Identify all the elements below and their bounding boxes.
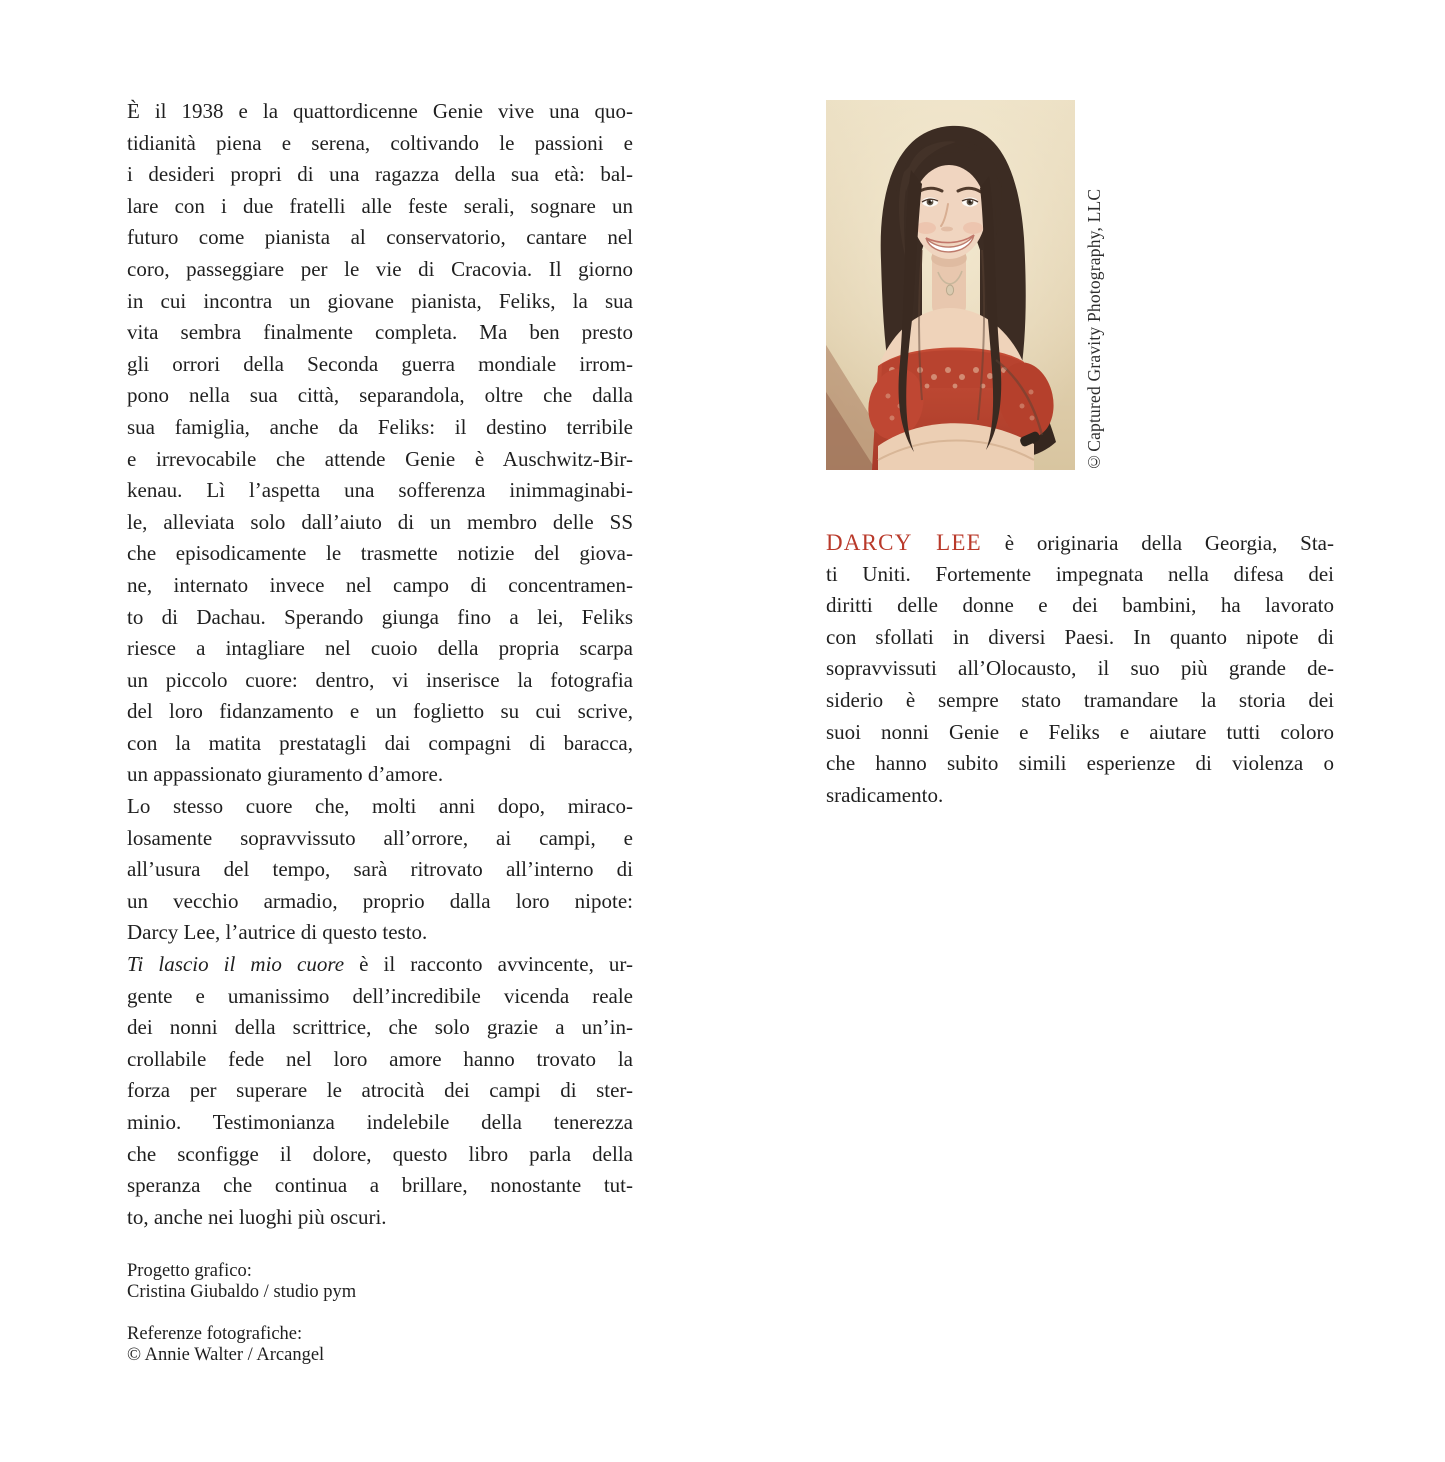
text-segment: futuro come pianista al conservatorio, cantare nel bbox=[127, 225, 633, 250]
text-segment: minio. Testimonianza indelebile della tenerezza bbox=[127, 1110, 633, 1134]
text-line bbox=[127, 823, 633, 855]
text-segment: coro, passeggiare per le vie di Cracovia. Il giorno bbox=[127, 256, 633, 281]
text-segment: losamente sopravvissuto all’orrore, ai campi, e bbox=[127, 825, 633, 850]
text-line bbox=[127, 602, 633, 634]
text-line bbox=[127, 570, 633, 602]
design-credit-value: Cristina Giubaldo / studio pym bbox=[127, 1281, 357, 1302]
text-segment: sradicamento. bbox=[826, 782, 944, 807]
text-line bbox=[127, 696, 633, 728]
text-segment: to di Dachau. Sperando giunga fino a lei, Feliks bbox=[127, 604, 633, 629]
text-line bbox=[127, 949, 633, 981]
text-segment: i desideri propri di una ragazza della sua età: bal- bbox=[127, 162, 633, 187]
text-segment: che episodicamente le trasmette notizie del giova- bbox=[127, 541, 633, 566]
text-segment: speranza che continua a brillare, nonostante tut- bbox=[127, 1173, 633, 1198]
text-segment: del loro fidanzamento e un foglietto su cui scrive, bbox=[127, 699, 633, 724]
text-segment: ti Uniti. Fortemente impegnata nella difesa dei bbox=[826, 561, 1334, 586]
text-line bbox=[127, 191, 633, 223]
text-segment: lare con i due fratelli alle feste serali, sognare un bbox=[127, 193, 633, 218]
text-segment: Darcy Lee, l’autrice di questo testo. bbox=[127, 920, 428, 945]
text-line bbox=[826, 559, 1334, 591]
text-segment: Lo stesso cuore che, molti anni dopo, miraco- bbox=[127, 794, 633, 819]
text-line bbox=[127, 886, 633, 918]
text-line bbox=[127, 538, 633, 570]
text-segment: un appassionato giuramento d’amore. bbox=[127, 762, 444, 787]
text-segment: kenau. Lì l’aspetta una sofferenza inimmaginabi- bbox=[127, 478, 633, 503]
text-line bbox=[826, 590, 1334, 622]
credits-divider-space bbox=[127, 1302, 547, 1324]
text-segment: suoi nonni Genie e Feliks e aiutare tutti coloro bbox=[826, 719, 1334, 744]
colophon-credits bbox=[127, 1261, 547, 1365]
text-line bbox=[127, 791, 633, 823]
text-segment: crollabile fede nel loro amore hanno trovato la bbox=[127, 1046, 633, 1071]
text-segment: in cui incontra un giovane pianista, Feliks, la sua bbox=[127, 288, 633, 313]
text-segment: diritti delle donne e dei bambini, ha lavorato bbox=[826, 593, 1334, 618]
text-line bbox=[127, 222, 633, 254]
text-segment: all’usura del tempo, sarà ritrovato all’interno di bbox=[127, 857, 633, 882]
text-line bbox=[127, 254, 633, 286]
text-line bbox=[127, 475, 633, 507]
text-line bbox=[127, 507, 633, 539]
text-segment: vita sembra finalmente completa. Ma ben presto bbox=[127, 320, 633, 345]
text-line bbox=[826, 780, 1334, 812]
text-line bbox=[127, 1170, 633, 1202]
text-line bbox=[127, 128, 633, 160]
text-line bbox=[826, 622, 1334, 654]
text-segment: sua famiglia, anche da Feliks: il destino terribile bbox=[127, 414, 633, 439]
text-line bbox=[127, 286, 633, 318]
text-line bbox=[127, 981, 633, 1013]
text-line bbox=[826, 717, 1334, 749]
text-segment: pono nella sua città, separandola, oltre che dalla bbox=[127, 383, 633, 408]
text-line bbox=[826, 685, 1334, 717]
text-line bbox=[127, 1044, 633, 1076]
text-segment: che sconfigge il dolore, questo libro parla della bbox=[127, 1141, 633, 1166]
photo-reference-value: © Annie Walter / Arcangel bbox=[127, 1344, 325, 1365]
text-line bbox=[127, 1202, 633, 1234]
text-segment: gli orrori della Seconda guerra mondiale irrom- bbox=[127, 351, 633, 376]
text-line bbox=[127, 380, 633, 412]
text-segment: dei nonni della scrittrice, che solo grazie a un’in- bbox=[127, 1015, 633, 1040]
text-segment: le, alleviata solo dall’aiuto di un membro delle SS bbox=[127, 509, 633, 534]
text-line bbox=[127, 317, 633, 349]
text-segment: che hanno subito simili esperienze di violenza o bbox=[826, 751, 1334, 776]
text-segment: è il racconto avvincente, ur- bbox=[344, 952, 633, 977]
photo-reference-label: Referenze fotografiche: bbox=[127, 1324, 303, 1344]
text-line bbox=[127, 1012, 633, 1044]
author-portrait-illustration bbox=[826, 100, 1075, 470]
text-segment: forza per superare le atrocità dei campi di ster- bbox=[127, 1078, 633, 1103]
text-segment: riesce a intagliare nel cuoio della propria scarpa bbox=[127, 636, 633, 661]
text-line bbox=[127, 759, 633, 791]
text-line bbox=[127, 665, 633, 697]
text-line bbox=[127, 444, 633, 476]
author-photo bbox=[826, 100, 1075, 470]
text-line bbox=[127, 728, 633, 760]
text-segment: Ti lascio il mio cuore bbox=[127, 952, 345, 977]
text-segment: È il 1938 e la quattordicenne Genie vive una quo- bbox=[127, 99, 633, 123]
author-name: DARCY LEE bbox=[826, 530, 982, 555]
text-segment: ne, internato invece nel campo di concentramen- bbox=[127, 572, 633, 597]
photo-credit-vertical: ©Captured Gravity Photography, LLC bbox=[1084, 188, 1104, 472]
text-line bbox=[127, 917, 633, 949]
text-segment: un piccolo cuore: dentro, vi inserisce la fotografia bbox=[127, 667, 633, 692]
text-segment: è originaria della Georgia, Sta- bbox=[981, 531, 1334, 555]
text-line bbox=[826, 653, 1334, 685]
text-segment: sopravvissuti all’Olocausto, il suo più grande de- bbox=[826, 656, 1334, 681]
book-description bbox=[127, 96, 633, 1233]
text-segment: un vecchio armadio, proprio dalla loro nipote: bbox=[127, 888, 633, 913]
text-line bbox=[127, 1075, 633, 1107]
text-line bbox=[127, 1139, 633, 1171]
text-segment: con la matita prestatagli dai compagni di baracca, bbox=[127, 730, 633, 755]
text-line bbox=[826, 748, 1334, 780]
text-line bbox=[127, 159, 633, 191]
text-line bbox=[127, 1107, 633, 1139]
text-line bbox=[826, 527, 1334, 559]
text-segment: tidianità piena e serena, coltivando le passioni e bbox=[127, 130, 633, 155]
text-line bbox=[127, 96, 633, 128]
text-segment: e irrevocabile che attende Genie è Auschwitz-Bir- bbox=[127, 446, 633, 471]
text-segment: siderio è sempre stato tramandare la storia dei bbox=[826, 687, 1334, 712]
text-line bbox=[127, 854, 633, 886]
text-line bbox=[127, 633, 633, 665]
text-segment: con sfollati in diversi Paesi. In quanto nipote di bbox=[826, 624, 1334, 649]
author-bio bbox=[826, 527, 1334, 811]
text-segment: to, anche nei luoghi più oscuri. bbox=[127, 1204, 387, 1229]
text-line bbox=[127, 349, 633, 381]
text-line bbox=[127, 412, 633, 444]
design-credit-label: Progetto grafico: bbox=[127, 1261, 252, 1281]
text-segment: gente e umanissimo dell’incredibile vicenda reale bbox=[127, 983, 633, 1008]
